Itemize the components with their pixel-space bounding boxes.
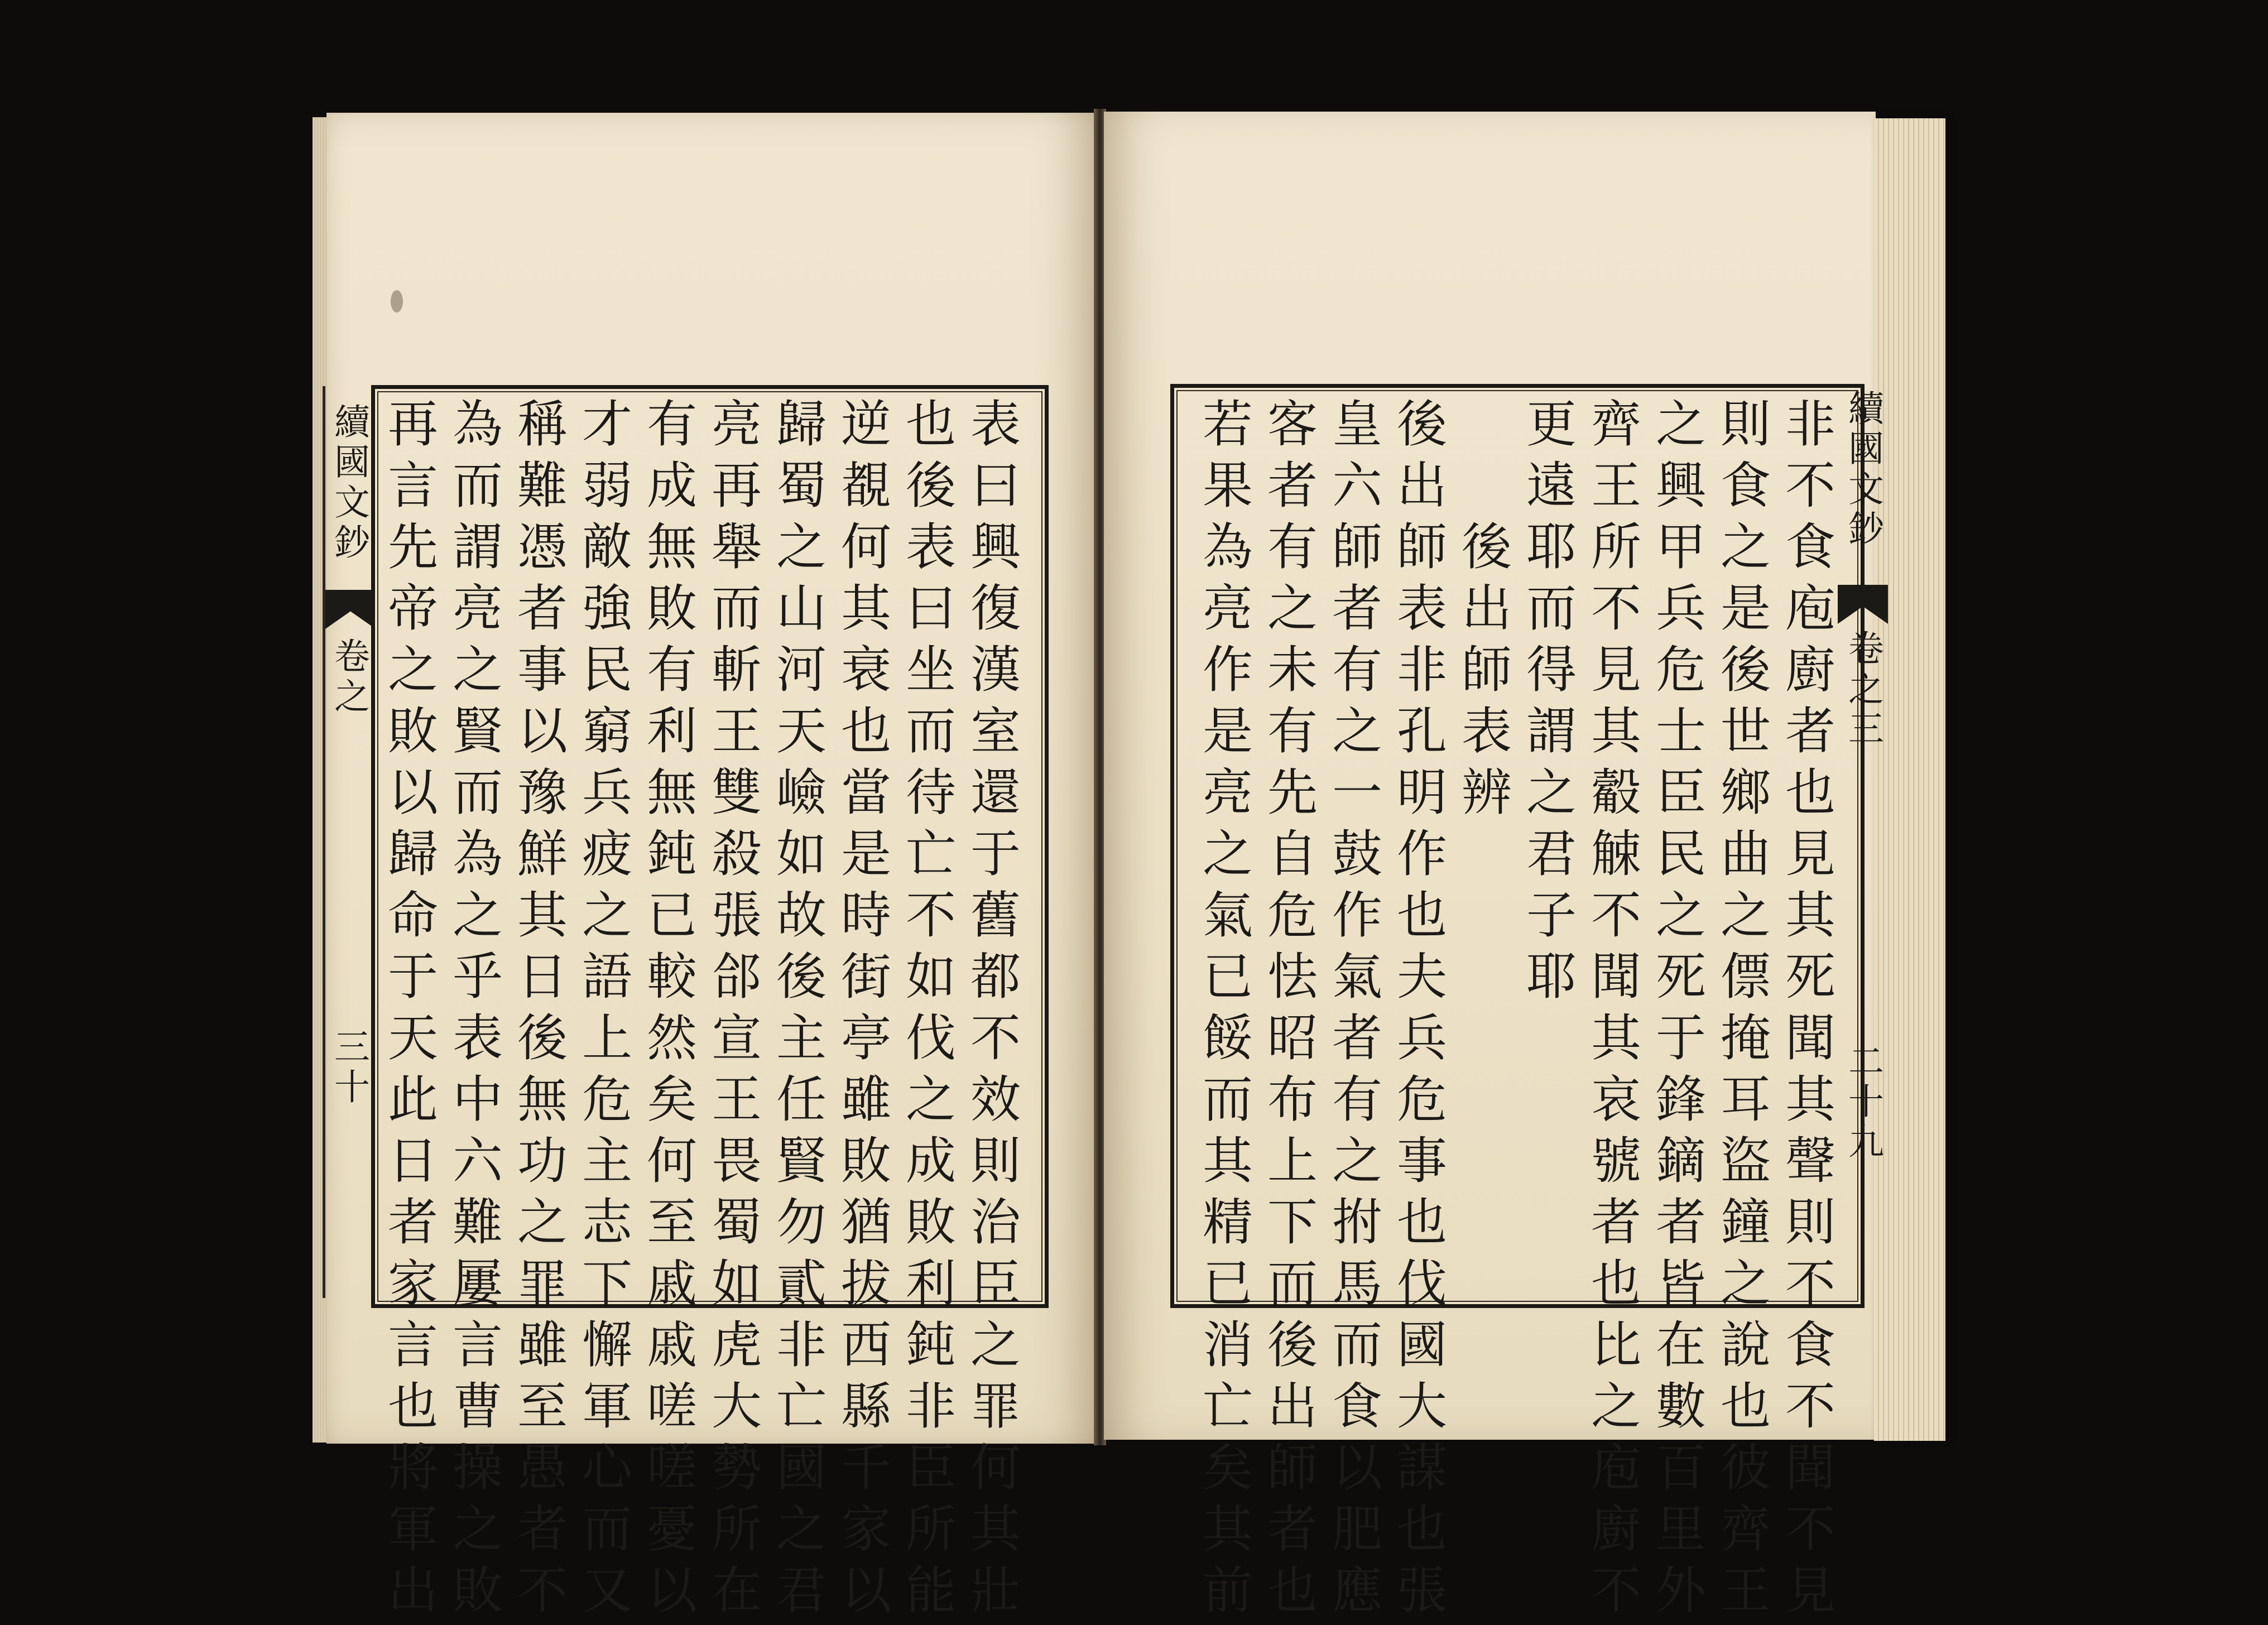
text-column: 亮再舉而斬王雙殺張郃宣王畏蜀如虎大勢所在 [703,397,761,1625]
left-volume-label: 卷之 [328,637,369,718]
text-column: 則食之是後世鄉曲之僄掩耳盜鐘之說也彼齊王 [1712,397,1770,1625]
text-column: 若果為亮作是亮之氣已餒而其精已消亡矣其前 [1194,397,1252,1625]
right-margin-title: 續國文鈔 [1842,390,1883,550]
fishtail-mark [325,590,376,629]
text-column: 再言先帝之敗以歸命于天此日者家言也將軍出 [379,397,438,1625]
ink-spot [391,290,403,312]
text-column: 表曰興復漢室還于舊都不效則治臣之罪何其壯 [962,397,1020,1625]
text-column: 稱難憑者事以豫鮮其日後無功之罪雖至愚者不 [508,397,567,1625]
text-column: 非不食庖廚者也見其死聞其聲則不食不聞不見 [1776,397,1835,1625]
section-title: 後出師表辨 [1453,520,1511,827]
text-column: 也後表曰坐而待亡不如伐之成敗利鈍非臣所能 [897,397,955,1625]
text-column: 齊王所不見其觳觫不聞其哀號者也比之庖廚不 [1582,397,1641,1625]
page-stack-edge [1874,118,1945,1441]
text-column: 歸蜀之山河天嶮如故後主任賢勿貳非亡國之君 [767,397,826,1625]
left-page-number: 三十 [328,1028,369,1108]
text-column: 客者有之未有先自危怯昭布上下而後出師者也 [1258,397,1317,1625]
text-column: 為而謂亮之賢而為之乎表中六難屢言曹操之敗 [444,397,502,1625]
text-column: 逆覩何其衰也當是時街亭雖敗猶拔西縣千家以 [832,397,891,1625]
text-column: 皇六師者有之一鼓作氣者有之拊馬而食以肥應 [1323,397,1382,1625]
text-column: 後出師表非孔明作也夫兵危事也伐國大謀也張 [1388,397,1447,1625]
text-column: 才弱敵強民窮兵疲之語上危主志下懈軍心而又 [573,397,632,1625]
text-column: 有成無敗有利無鈍已較然矣何至戚戚嗟嗟憂以 [638,397,696,1625]
right-page-spine-margin [1842,384,1883,1300]
left-page-spine-margin [323,386,374,1298]
fishtail-mark [1838,585,1888,624]
text-column: 更遠耶而得謂之君子耶 [1517,397,1576,1011]
right-volume-label: 卷之三 [1842,629,1883,750]
left-margin-title: 續國文鈔 [328,403,369,564]
right-page-number: 二十九 [1842,1042,1883,1163]
text-column: 之興甲兵危士臣民之死于鋒鏑者皆在數百里外 [1647,397,1705,1625]
